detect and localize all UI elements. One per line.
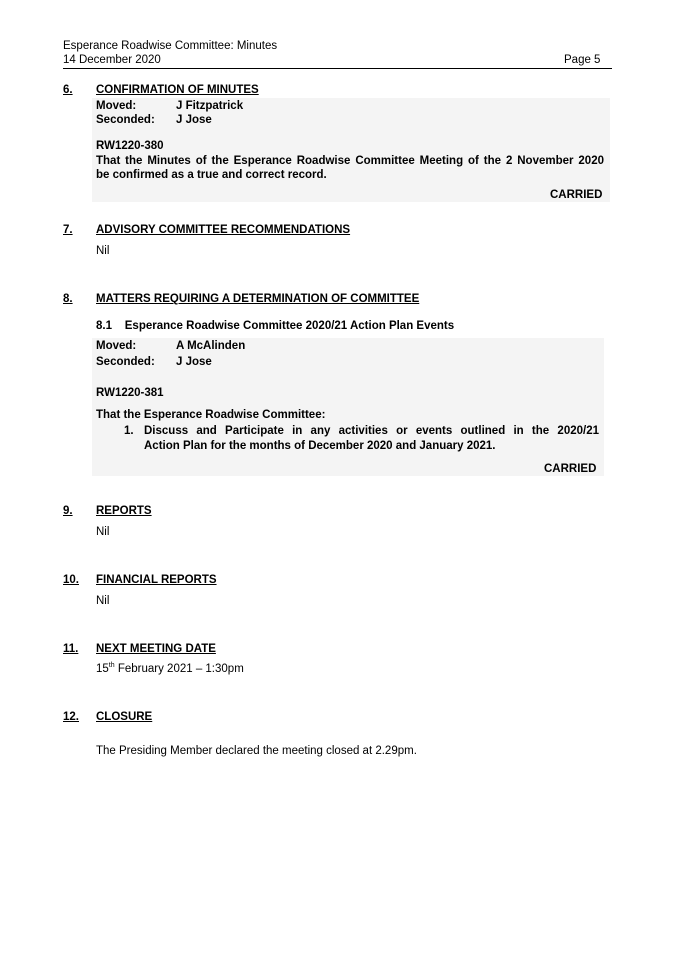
moved-row-8 xyxy=(96,340,245,352)
date-ordinal: th xyxy=(108,662,115,670)
resolution-id-6: RW1220-380 xyxy=(96,140,164,152)
section-10-title: FINANCIAL REPORTS xyxy=(96,574,217,586)
document-title: Esperance Roadwise Committee: Minutes xyxy=(63,40,278,52)
moved-value: J Fitzpatrick xyxy=(176,100,244,112)
section-11-title: NEXT MEETING DATE xyxy=(96,643,216,655)
section-9-body: Nil xyxy=(96,526,110,538)
seconded-label: Seconded: xyxy=(96,114,155,126)
next-meeting-date xyxy=(96,663,244,675)
list-item-line2: Action Plan for the months of December 2020 and January 2021. xyxy=(144,440,496,452)
section-8-number: 8. xyxy=(63,293,73,305)
carried-label-8: CARRIED xyxy=(544,463,597,475)
seconded-label: Seconded: xyxy=(96,356,155,368)
date-day: 15 xyxy=(96,663,109,675)
section-11-number: 11. xyxy=(63,643,79,655)
seconded-row-6 xyxy=(96,114,212,126)
resolution-text-6-line1: That the Minutes of the Esperance Roadwise Committee Meeting of the 2 November 2020 xyxy=(96,155,604,167)
section-10-body: Nil xyxy=(96,595,110,607)
section-9-title: REPORTS xyxy=(96,505,152,517)
meeting-date: 14 December 2020 xyxy=(63,54,161,66)
resolution-text-6-line2: be confirmed as a true and correct record. xyxy=(96,169,327,181)
section-12-title: CLOSURE xyxy=(96,711,153,723)
section-8-title: MATTERS REQUIRING A DETERMINATION OF COMMITTEE xyxy=(96,293,420,305)
section-6-title: CONFIRMATION OF MINUTES xyxy=(96,84,259,96)
date-rest: February 2021 – 1:30pm xyxy=(114,663,244,675)
subsection-8-1-title: 8.1 Esperance Roadwise Committee 2020/21 Action Plan Events xyxy=(96,320,455,332)
moved-value: A McAlinden xyxy=(176,340,246,352)
moved-label: Moved: xyxy=(96,340,137,352)
list-item-line1: Discuss and Participate in any activities or events outlined in the 2020/21 xyxy=(144,425,599,437)
section-12-number: 12. xyxy=(63,711,79,723)
section-7-body: Nil xyxy=(96,245,110,257)
carried-label-6: CARRIED xyxy=(550,189,603,201)
section-6-number: 6. xyxy=(63,84,73,96)
page-number: Page 5 xyxy=(564,54,601,66)
resolution-id-8: RW1220-381 xyxy=(96,387,164,399)
seconded-value: J Jose xyxy=(176,114,212,126)
section-7-title: ADVISORY COMMITTEE RECOMMENDATIONS xyxy=(96,224,351,236)
seconded-row-8 xyxy=(96,356,212,368)
section-10-number: 10. xyxy=(63,574,79,586)
section-12-body: The Presiding Member declared the meeting closed at 2.29pm. xyxy=(96,745,417,757)
seconded-value: J Jose xyxy=(176,356,212,368)
section-9-number: 9. xyxy=(63,505,73,517)
header-rule xyxy=(63,68,612,69)
moved-row-6 xyxy=(96,100,243,112)
resolution-intro-8: That the Esperance Roadwise Committee: xyxy=(96,409,326,421)
moved-label: Moved: xyxy=(96,100,137,112)
list-item-number: 1. xyxy=(124,425,134,437)
section-7-number: 7. xyxy=(63,224,73,236)
